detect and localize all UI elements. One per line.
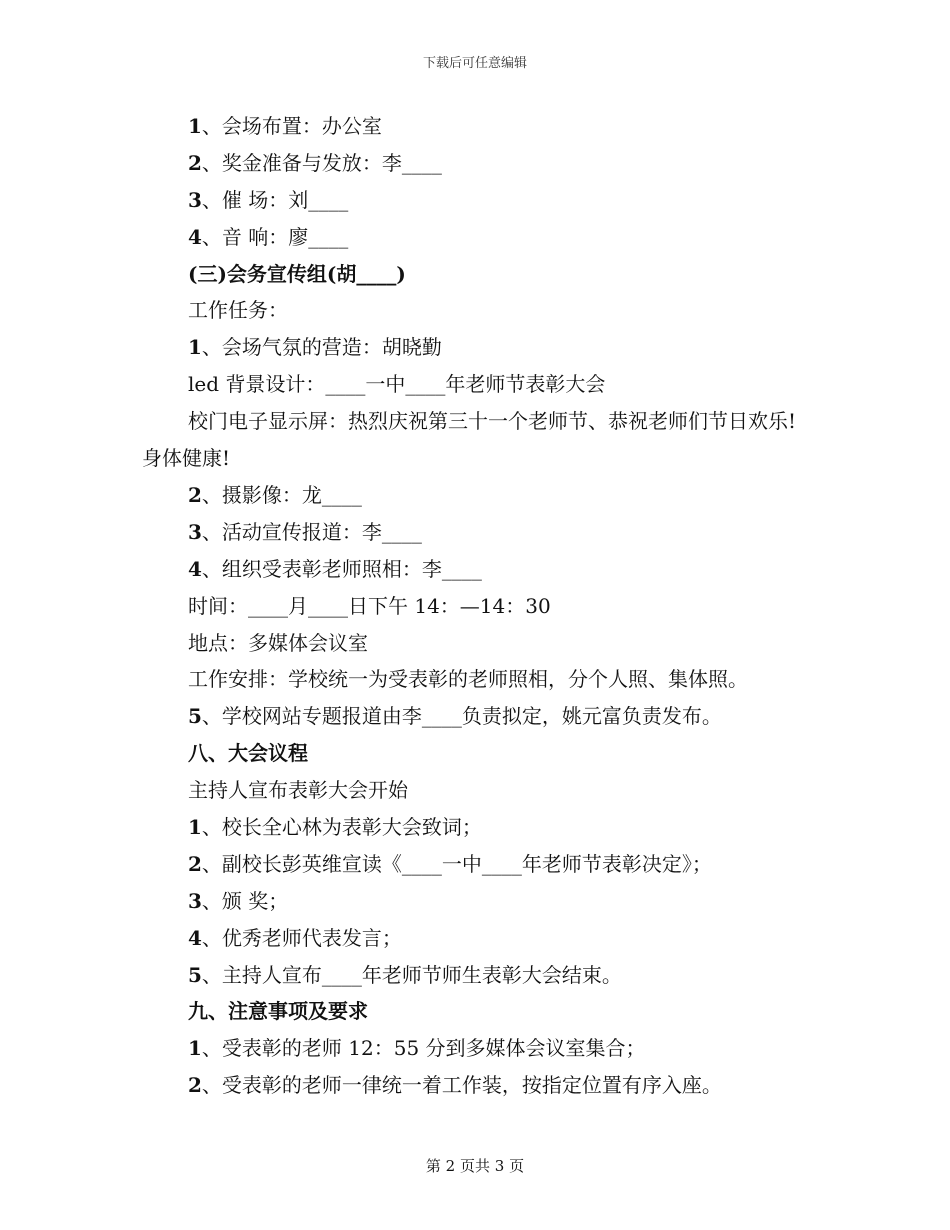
body-line: 3、催 场：刘____ <box>188 187 349 212</box>
body-line: 4、组织受表彰老师照相：李____ <box>188 556 482 581</box>
body-line: 2、奖金准备与发放：李____ <box>188 150 442 175</box>
body-line: 1、受表彰的老师 12：55 分到多媒体会议室集合； <box>188 1036 646 1061</box>
body-line: led 背景设计：____一中____年老师节表彰大会 <box>188 372 606 397</box>
body-paragraph: 校门电子显示屏：热烈庆祝第三十一个老师节、恭祝老师们节日欢乐!身体健康! <box>142 409 797 471</box>
body-line: 工作任务： <box>188 298 288 323</box>
body-line: 工作安排：学校统一为受表彰的老师照相，分个人照、集体照。 <box>188 667 748 692</box>
body-line: 5、学校网站专题报道由李____负责拟定，姚元富负责发布。 <box>188 704 722 729</box>
page-header: 下载后可任意编辑 <box>422 56 527 71</box>
body-line: 2、受表彰的老师一律统一着工作装，按指定位置有序入座。 <box>188 1073 722 1098</box>
section-heading: 八、大会议程 <box>188 741 308 766</box>
body-line: 2、副校长彭英维宣读《____一中____年老师节表彰决定》； <box>188 851 712 876</box>
body-line: 1、会场气氛的营造：胡晓勤 <box>188 335 442 360</box>
body-line: 4、音 响：廖____ <box>188 224 349 249</box>
body-line: 3、活动宣传报道：李____ <box>188 519 422 544</box>
section-heading: 九、注意事项及要求 <box>188 999 368 1024</box>
document-body <box>142 108 812 1104</box>
body-line: 时间：____月____日下午 14：—14：30 <box>188 593 551 618</box>
body-line: 5、主持人宣布____年老师节师生表彰大会结束。 <box>188 962 622 987</box>
body-line: 地点：多媒体会议室 <box>188 630 368 655</box>
body-line: 1、会场布置：办公室 <box>188 114 382 138</box>
body-line: 主持人宣布表彰大会开始 <box>188 778 408 803</box>
body-line: 1、校长全心林为表彰大会致词； <box>188 814 482 839</box>
page-footer: 第 2 页共 3 页 <box>425 1157 525 1175</box>
body-line: 3、颁 奖； <box>188 888 289 913</box>
body-line: 2、摄影像：龙____ <box>188 482 362 507</box>
body-line: 4、优秀老师代表发言； <box>188 925 402 950</box>
section-heading: (三)会务宣传组(胡____) <box>188 261 406 286</box>
